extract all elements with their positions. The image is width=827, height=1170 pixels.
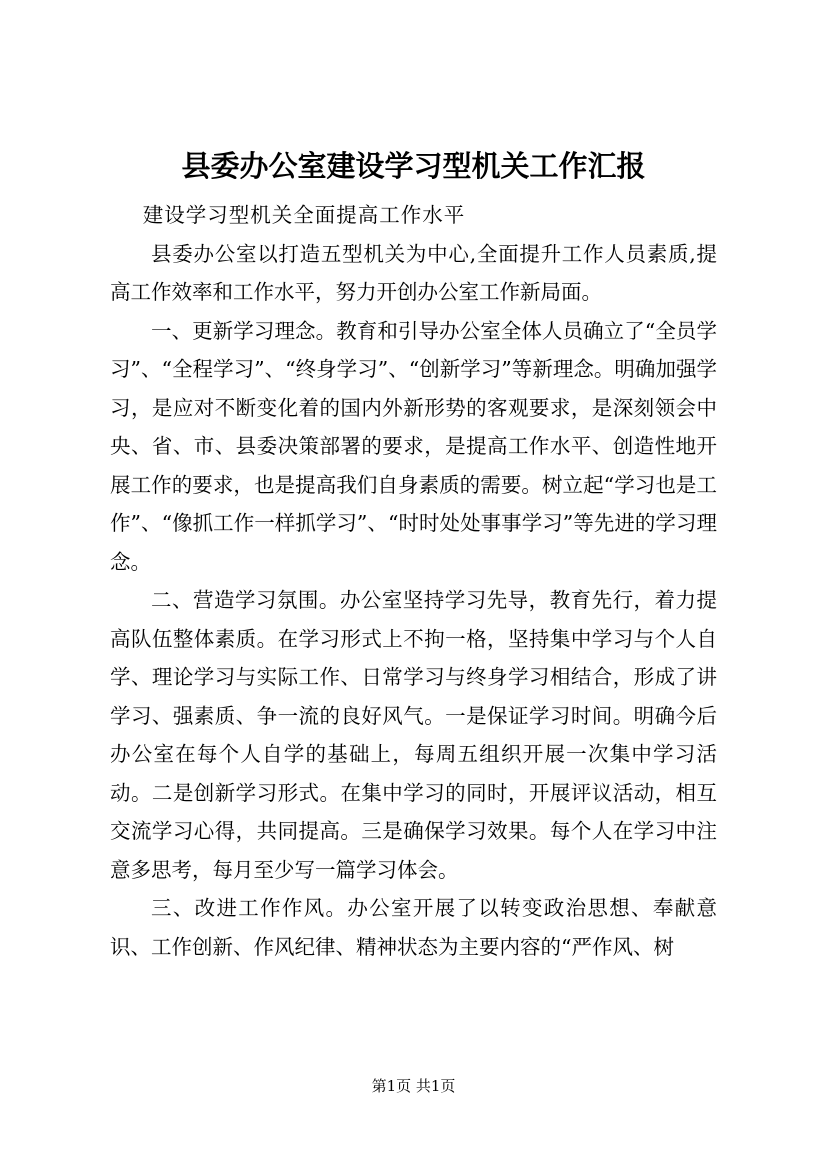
page-number-footer: 第1页 共1页 — [371, 1077, 456, 1095]
paragraph-intro: 县委办公室以打造五型机关为中心,全面提升工作人员素质,提高工作效率和工作水平，努力开创办公室工作新局面。 — [110, 241, 717, 304]
paragraph-section-3: 三、改进工作作风。办公室开展了以转变政治思想、奉献意识、工作创新、作风纪律、精神状态为主要内容的“严作风、树 — [110, 896, 717, 959]
document-subtitle: 建设学习型机关全面提高工作水平 — [142, 203, 466, 227]
paragraph-section-1: 一、更新学习理念。教育和引导办公室全体人员确立了“全员学习”、“全程学习”、“终身学习”、“创新学习”等新理念。明确加强学习，是应对不断变化着的国内外新形势的客观要求，是深刻领会中央、省、市、县委决策部署的要求，是提高工作水平、创造性地开展工作的要求，也是提高我们自身素质的需要。树立起“学习也是工作”、“像抓工作一样抓学习”、“时时处处事事学习”等先进的学习理念。 — [110, 318, 717, 574]
document-body — [110, 196, 717, 966]
paragraph-section-2: 二、营造学习氛围。办公室坚持学习先导，教育先行，着力提高队伍整体素质。在学习形式上不拘一格，坚持集中学习与个人自学、理论学习与实际工作、日常学习与终身学习相结合，形成了讲学习、强素质、争一流的良好风气。一是保证学习时间。明确今后办公室在每个人自学的基础上，每周五组织开展一次集中学习活动。二是创新学习形式。在集中学习的同时，开展评议活动，相互交流学习心得，共同提高。三是确保学习效果。每个人在学习中注意多思考，每月至少写一篇学习体会。 — [110, 588, 717, 882]
document-title: 县委办公室建设学习型机关工作汇报 — [181, 149, 646, 183]
